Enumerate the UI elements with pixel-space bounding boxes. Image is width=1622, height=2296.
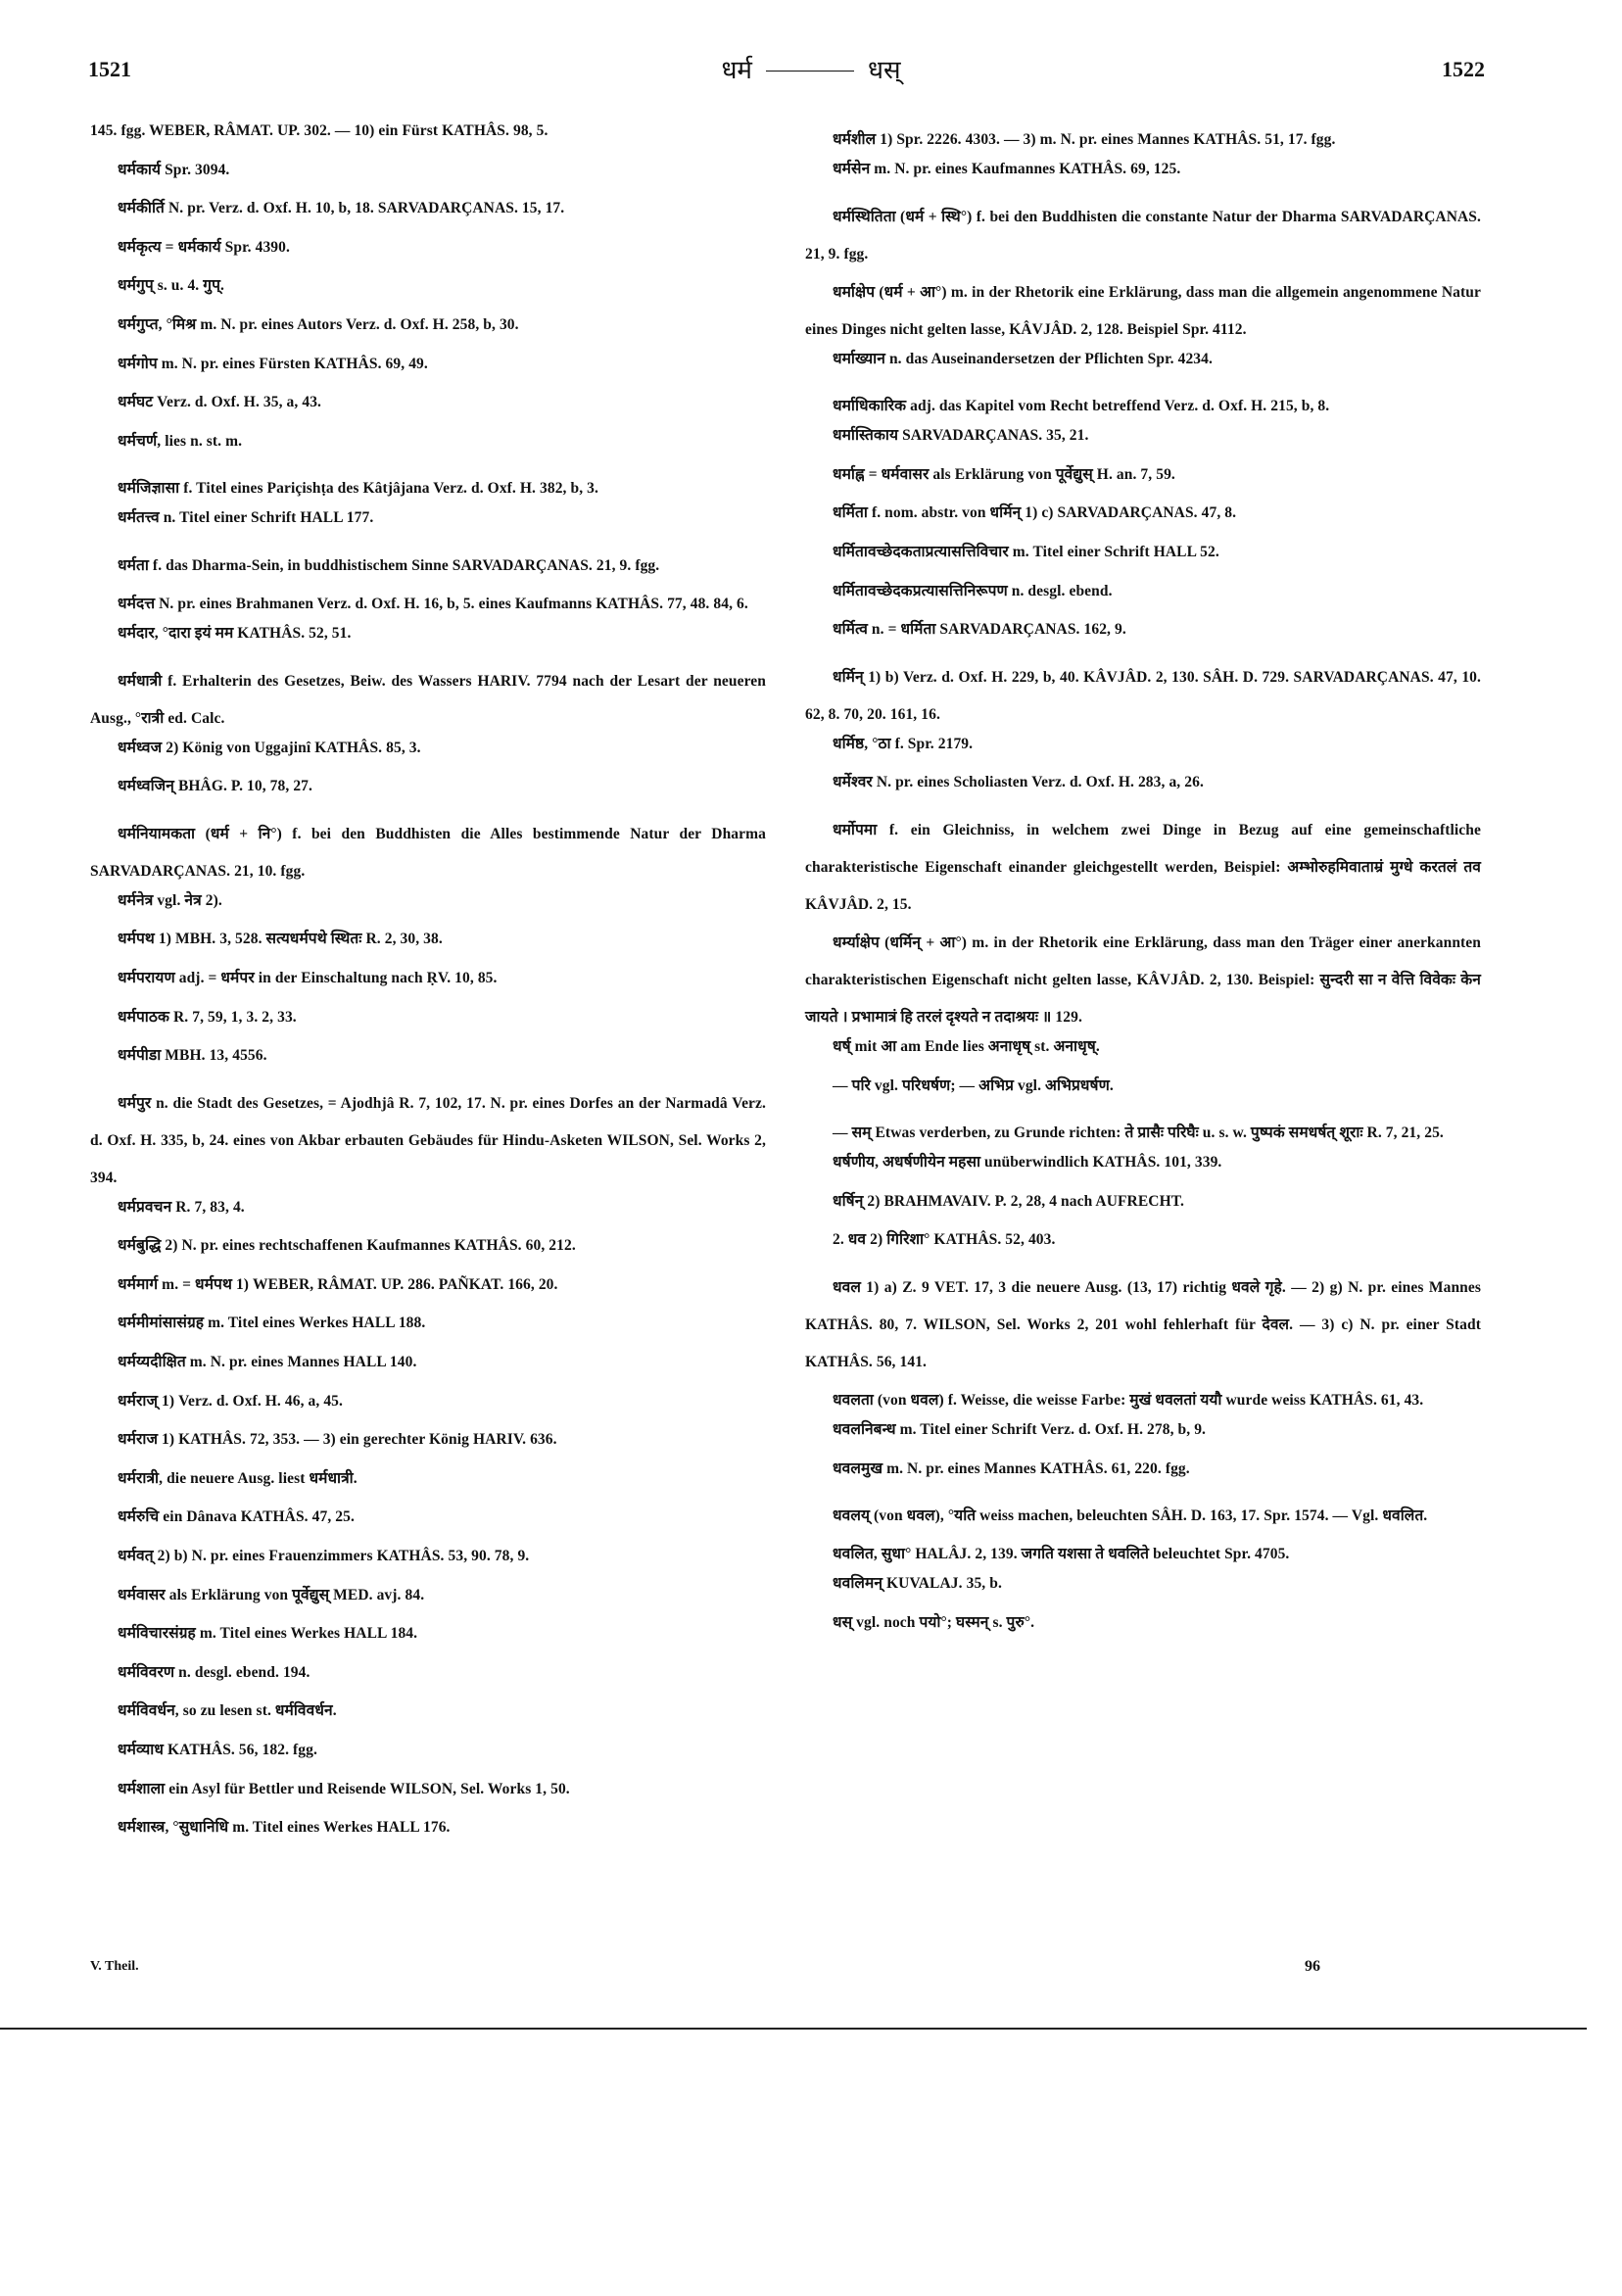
dictionary-entry: धवलिमन् KUVALAJ. 35, b. xyxy=(833,1575,1002,1593)
dictionary-entry: धर्म्याक्षेप (धर्मिन् + आ°) m. in der Rhetorik eine Erklärung, dass man den Träger einer anerkannten charakteristischen Eigenschaft nicht gelten lasse, KÂVJÂD. 2, 130. Beispiel: सुन्दरी सा न वेत्ति विवेकः केन जायते । प्रभामात्रं हि तरलं दृश्यते न तदाश्रयः ॥ 129. xyxy=(805,933,1481,1026)
dictionary-entry: धर्मित्व n. = धर्मिता SARVADARÇANAS. 162, 9. xyxy=(833,621,1126,639)
dictionary-entry: धर्मध्वजिन् BHÂG. P. 10, 78, 27. xyxy=(118,778,313,795)
page-number-right: 1522 xyxy=(1442,57,1485,81)
dictionary-entry: धर्ष् mit आ am Ende lies अनाधृष् st. अनाधृष्. xyxy=(833,1037,1100,1055)
dictionary-entry: धर्मरुचि ein Dânava KATHÂS. 47, 25. xyxy=(118,1508,355,1526)
dictionary-entry: धर्मवत् 2) b) N. pr. eines Frauenzimmers KATHÂS. 53, 90. 78, 9. xyxy=(118,1548,530,1565)
dictionary-entry: धर्मकृत्य = धर्मकार्य Spr. 4390. xyxy=(118,238,290,256)
dictionary-entry: धर्मरात्री, die neuere Ausg. liest धर्मधात्री. xyxy=(118,1469,358,1487)
sheet-number: 96 xyxy=(1305,1958,1320,1975)
dictionary-entry: धर्माख्यान n. das Auseinandersetzen der Pflichten Spr. 4234. xyxy=(833,350,1213,367)
dictionary-entry: धस् vgl. noch पयो°; घस्मन् s. पुरु°. xyxy=(833,1613,1035,1631)
dictionary-entry: धर्मास्तिकाय SARVADARÇANAS. 35, 21. xyxy=(833,427,1089,445)
dictionary-entry: 145. fgg. WEBER, RÂMAT. UP. 302. — 10) ein Fürst KATHÂS. 98, 5. xyxy=(90,122,549,139)
dictionary-entry: धर्मशील 1) Spr. 2226. 4303. — 3) m. N. pr. eines Mannes KATHÂS. 51, 17. fgg. xyxy=(833,131,1336,148)
dictionary-entry: धर्मगुप् s. u. 4. गुप्. xyxy=(118,277,224,295)
dictionary-entry: धर्मोपमा f. ein Gleichniss, in welchem zwei Dinge in Bezug auf eine gemeinschaftliche charakteristische Eigenschaft einander gleichgestellt werden, Beispiel: अम्भोरुहमिवाताम्रं मुग्धे करतलं तव KÂVJÂD. 2, 15. xyxy=(805,821,1481,913)
dictionary-entry: धर्मदत्त N. pr. eines Brahmanen Verz. d. Oxf. H. 16, b, 5. eines Kaufmanns KATHÂS. 77, 48. 84, 6. xyxy=(118,595,748,612)
dictionary-entry: धर्मपीडा MBH. 13, 4556. xyxy=(118,1047,267,1065)
dictionary-entry: धर्मबुद्धि 2) N. pr. eines rechtschaffenen Kaufmannes KATHÂS. 60, 212. xyxy=(118,1237,576,1255)
right-column xyxy=(805,121,1481,1651)
dictionary-entry: धर्मव्याध KATHÂS. 56, 182. fgg. xyxy=(118,1742,317,1758)
dictionary-entry: धर्माक्षेप (धर्म + आ°) m. in der Rhetorik eine Erklärung, dass man die allgemein angenommene Natur eines Dinges nicht gelten lasse, KÂVJÂD. 2, 128. Beispiel Spr. 4112. xyxy=(805,283,1481,338)
dictionary-entry: धर्मविवरण n. desgl. ebend. 194. xyxy=(118,1663,310,1681)
dictionary-entry: धवल 1) a) Z. 9 VET. 17, 3 die neuere Ausg. (13, 17) richtig धवले गृहे. — 2) g) N. pr. eines Mannes KATHÂS. 80, 7. WILSON, Sel. Works 2, 201 wohl fehlerhaft für देवल. — 3) c) N. pr. einer Stadt KATHÂS. 56, 141. xyxy=(805,1278,1481,1370)
page-number-left: 1521 xyxy=(88,57,131,81)
dictionary-entry: धर्ममीमांसासंग्रह m. Titel eines Werkes HALL 188. xyxy=(118,1315,426,1332)
dictionary-entry: धर्मपुर n. die Stadt des Gesetzes, = Ajodhjâ R. 7, 102, 17. N. pr. eines Dorfes an der Narmadâ Verz. d. Oxf. H. 335, b, 24. eines von Akbar erbauten Gebäudes für Hindu-Asketen WILSON, Sel. Works 2, 394. xyxy=(90,1094,766,1186)
dictionary-entry: धर्मराज 1) KATHÂS. 72, 353. — 3) ein gerechter König HARIV. 636. xyxy=(118,1431,557,1449)
running-head xyxy=(0,51,1622,86)
dictionary-entry: धर्मपरायण adj. = धर्मपर in der Einschaltung nach ṚV. 10, 85. xyxy=(118,969,498,986)
dictionary-entry: धवलता (von धवल) f. Weisse, die weisse Farbe: मुखं धवलतां ययौ wurde weiss KATHÂS. 61, 43. xyxy=(833,1391,1424,1409)
dictionary-entry: धर्मघट Verz. d. Oxf. H. 35, a, 43. xyxy=(118,394,322,411)
dictionary-entry: धवलमुख m. N. pr. eines Mannes KATHÂS. 61, 220. fgg. xyxy=(833,1459,1190,1477)
dictionary-entry: धर्मदार, °दारा इयं मम KATHÂS. 52, 51. xyxy=(118,624,352,642)
dictionary-entry: धर्मता f. das Dharma-Sein, in buddhistischem Sinne SARVADARÇANAS. 21, 9. fgg. xyxy=(118,556,660,574)
dictionary-entry: — सम् Etwas verderben, zu Grunde richten: ते प्रासैः परिघैः u. s. w. पुष्पकं समधर्षत् शूराः R. 7, 21, 25. xyxy=(833,1124,1444,1142)
dictionary-entry: धर्मेश्वर N. pr. eines Scholiasten Verz. d. Oxf. H. 283, a, 26. xyxy=(833,774,1204,791)
dictionary-entry: धर्मगोप m. N. pr. eines Fürsten KATHÂS. 69, 49. xyxy=(118,355,428,372)
dictionary-entry: धर्मध्वज 2) König von Uggajinî KATHÂS. 85, 3. xyxy=(118,739,421,756)
dictionary-entry: धर्मराज् 1) Verz. d. Oxf. H. 46, a, 45. xyxy=(118,1392,343,1410)
dictionary-entry: धर्मकार्य Spr. 3094. xyxy=(118,161,230,178)
dictionary-entry: धर्ममार्ग m. = धर्मपथ 1) WEBER, RÂMAT. UP. 286. PAÑKAT. 166, 20. xyxy=(118,1275,558,1293)
dictionary-entry: धवलनिबन्ध m. Titel einer Schrift Verz. d. Oxf. H. 278, b, 9. xyxy=(833,1420,1207,1438)
dictionary-entry: धर्मप्रवचन R. 7, 83, 4. xyxy=(118,1198,245,1216)
dictionary-entry: धर्मवासर als Erklärung von पूर्वेद्युस् MED. avj. 84. xyxy=(118,1586,425,1603)
dictionary-entry: — परि vgl. परिधर्षण; — अभिप्र vgl. अभिप्रधर्षण. xyxy=(833,1076,1114,1094)
bottom-rule xyxy=(0,2028,1587,2030)
dictionary-entry: धर्मितावच्छेदकताप्रत्यासत्तिविचार m. Titel einer Schrift HALL 52. xyxy=(833,543,1219,560)
dictionary-entry: धर्षिन् 2) BRAHMAVAIV. P. 2, 28, 4 nach AUFRECHT. xyxy=(833,1192,1185,1210)
headword-left: धर्म xyxy=(721,56,752,85)
dictionary-entry: धर्मस्थितिता (धर्म + स्थि°) f. bei den Buddhisten die constante Natur der Dharma SARVADARÇANAS. 21, 9. fgg. xyxy=(805,208,1481,263)
dictionary-entry: धर्मविवर्धन, so zu lesen st. धर्मविवर्धन. xyxy=(118,1702,337,1720)
signature-note: V. Theil. xyxy=(90,1959,139,1974)
dictionary-entry: धर्माह्न = धर्मवासर als Erklärung von पूर्वेद्युस् H. an. 7, 59. xyxy=(833,465,1175,483)
dictionary-entry: धर्मशाला ein Asyl für Bettler und Reisende WILSON, Sel. Works 1, 50. xyxy=(118,1780,570,1797)
dictionary-entry: धवलित, सुधा° HALÂJ. 2, 139. जगति यशसा ते धवलिते beleuchtet Spr. 4705. xyxy=(833,1546,1290,1563)
left-column xyxy=(90,121,766,1857)
dictionary-entry: धर्मगुप्त, °मिश्र m. N. pr. eines Autors Verz. d. Oxf. H. 258, b, 30. xyxy=(118,315,519,333)
dictionary-entry: धर्मनियामकता (धर्म + नि°) f. bei den Buddhisten die Alles bestimmende Natur der Dharma SARVADARÇANAS. 21, 10. fgg. xyxy=(90,825,766,880)
dictionary-entry: धर्मशास्त्र, °सुधानिधि m. Titel eines Werkes HALL 176. xyxy=(118,1819,451,1837)
dictionary-entry: धर्मविचारसंग्रह m. Titel eines Werkes HALL 184. xyxy=(118,1625,418,1643)
dictionary-entry: 2. धव 2) गिरिशा° KATHÂS. 52, 403. xyxy=(833,1231,1056,1249)
headword-right: धस् xyxy=(867,56,901,85)
dictionary-entry: धर्मिन् 1) b) Verz. d. Oxf. H. 229, b, 40. KÂVJÂD. 2, 130. SÂH. D. 729. SARVADARÇANAS. 47, 10. 62, 8. 70, 20. 161, 16. xyxy=(805,668,1481,723)
dictionary-entry: धवलय् (von धवल), °यति weiss machen, beleuchten SÂH. D. 163, 17. Spr. 1574. — Vgl. धवलित. xyxy=(833,1507,1428,1525)
dictionary-entry: धर्मचर्ण, lies n. st. m. xyxy=(118,432,243,450)
dictionary-entry: धर्मिष्ठ, °ठा f. Spr. 2179. xyxy=(833,735,974,752)
dictionary-entry: धर्मय्यदीक्षित m. N. pr. eines Mannes HALL 140. xyxy=(118,1354,417,1371)
dictionary-entry: धर्मिता f. nom. abstr. von धर्मिन् 1) c) SARVADARÇANAS. 47, 8. xyxy=(833,504,1237,522)
dictionary-entry: धर्मनेत्र vgl. नेत्र 2). xyxy=(118,891,222,909)
dictionary-entry: धर्मपथ 1) MBH. 3, 528. सत्यधर्मपथे स्थितः R. 2, 30, 38. xyxy=(118,931,443,948)
dictionary-entry: धर्मधात्री f. Erhalterin des Gesetzes, Beiw. des Wassers HARIV. 7794 nach der Lesart der neueren Ausg., °रात्री ed. Calc. xyxy=(90,672,766,727)
dictionary-entry: धर्मितावच्छेदकप्रत्यासत्तिनिरूपण n. desgl. ebend. xyxy=(833,582,1113,599)
dictionary-entry: धर्मतत्त्व n. Titel einer Schrift HALL 177. xyxy=(118,509,374,527)
dictionary-entry: धर्षणीय, अधर्षणीयेन महसा unüberwindlich KATHÂS. 101, 339. xyxy=(833,1154,1222,1172)
dictionary-entry: धर्माधिकारिक adj. das Kapitel vom Recht betreffend Verz. d. Oxf. H. 215, b, 8. xyxy=(833,398,1330,415)
dictionary-entry: धर्मकीर्ति N. pr. Verz. d. Oxf. H. 10, b, 18. SARVADARÇANAS. 15, 17. xyxy=(118,200,565,217)
head-dash xyxy=(766,71,854,72)
dictionary-entry: धर्मसेन m. N. pr. eines Kaufmannes KATHÂS. 69, 125. xyxy=(833,161,1181,177)
dictionary-entry: धर्मजिज्ञासा f. Titel eines Pariçishṭa des Kâtjâjana Verz. d. Oxf. H. 382, b, 3. xyxy=(118,480,598,498)
dictionary-entry: धर्मपाठक R. 7, 59, 1, 3. 2, 33. xyxy=(118,1008,297,1026)
